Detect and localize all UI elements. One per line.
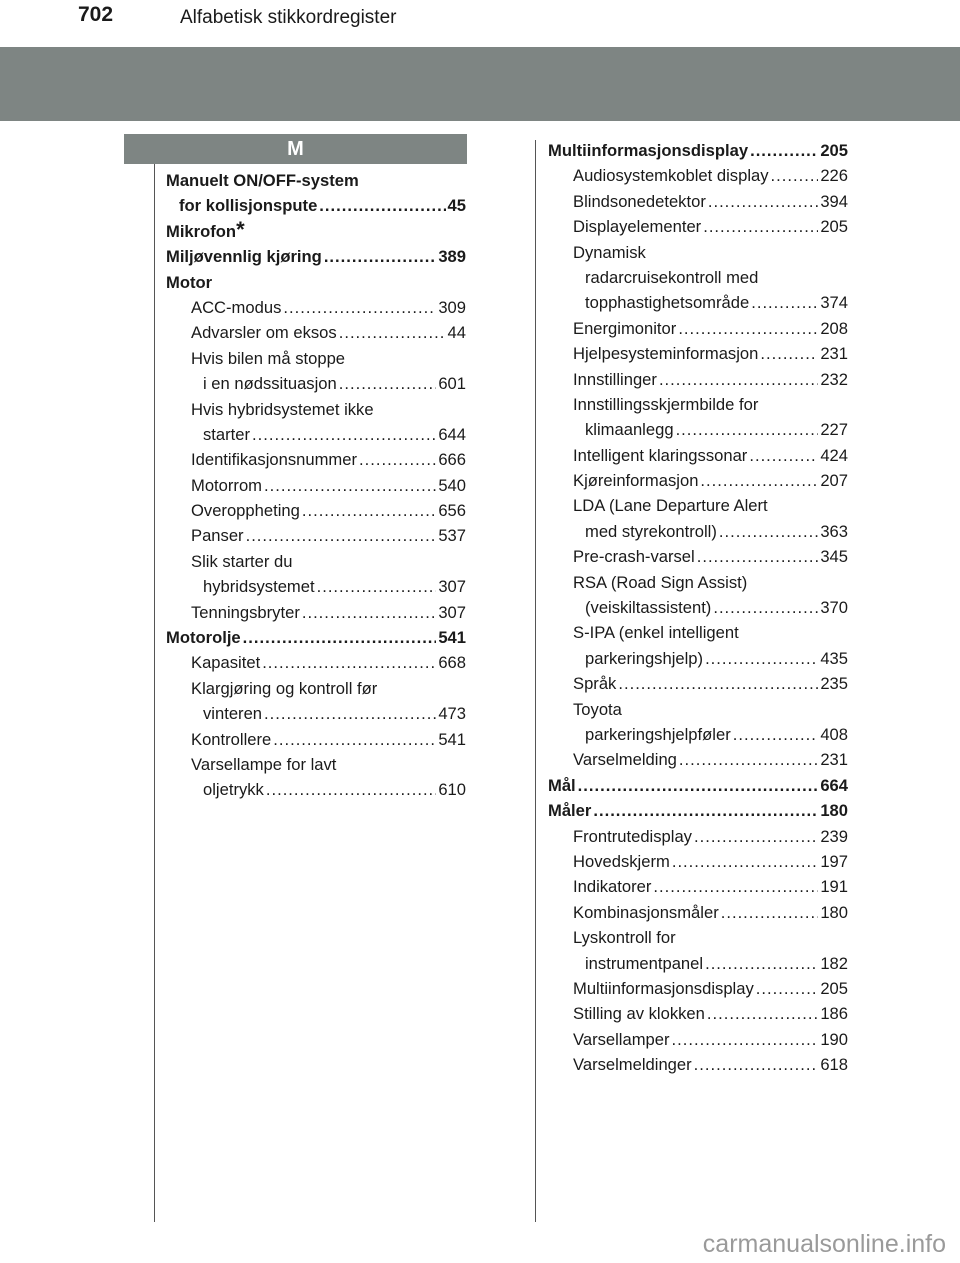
index-term: Språk (573, 674, 617, 694)
index-entry (166, 244, 466, 269)
page-reference[interactable]: 435 (820, 648, 848, 668)
page-reference[interactable]: 235 (820, 674, 848, 694)
dot-leader (708, 189, 818, 214)
page-reference[interactable]: 190 (820, 1029, 848, 1049)
index-term: Kapasitet (191, 653, 261, 673)
left-column-rule (154, 164, 155, 1222)
page-reference[interactable]: 180 (820, 801, 848, 821)
index-term: Frontrutedisplay (573, 826, 692, 846)
page-reference[interactable]: 424 (820, 445, 848, 465)
index-term: Blindsonedetektor (573, 191, 706, 211)
dot-leader (676, 417, 819, 442)
page-reference[interactable]: 540 (438, 475, 466, 495)
dot-leader (707, 1001, 818, 1026)
dot-leader (703, 214, 818, 239)
page-number: 702 (78, 3, 114, 26)
index-entry: Mikrofon * (166, 219, 466, 244)
index-column-left (166, 168, 466, 803)
index-entry (548, 798, 848, 823)
index-term: Motor (166, 272, 213, 292)
index-entry (548, 341, 848, 366)
dot-leader (749, 443, 818, 468)
index-entry (548, 747, 848, 772)
index-term: Kombinasjonsmåler (573, 902, 719, 922)
index-entry (166, 168, 466, 193)
dot-leader (705, 951, 818, 976)
index-entry (548, 1001, 848, 1026)
page-reference[interactable]: 197 (820, 851, 848, 871)
page-reference[interactable]: 208 (820, 318, 848, 338)
page-reference[interactable]: 610 (438, 780, 466, 800)
index-entry (548, 951, 848, 976)
index-term: Displayelementer (573, 217, 702, 237)
dot-leader (721, 900, 819, 925)
index-term: Stilling av klokken (573, 1004, 705, 1024)
index-entry (166, 447, 466, 472)
index-entry (166, 777, 466, 802)
dot-leader (653, 874, 818, 899)
index-entry (548, 824, 848, 849)
index-entry (166, 600, 466, 625)
index-entry (548, 468, 848, 493)
page-reference[interactable]: 644 (438, 424, 466, 444)
dot-leader (733, 722, 819, 747)
dot-leader (578, 773, 819, 798)
page-reference[interactable]: 374 (820, 293, 848, 313)
page-reference[interactable]: 231 (820, 344, 848, 364)
dot-leader (339, 320, 446, 345)
dot-leader (700, 468, 818, 493)
page-title: Alfabetisk stikkordregister (180, 7, 397, 28)
page-reference[interactable]: 345 (820, 547, 848, 567)
page-header (0, 0, 960, 38)
index-entry (548, 1052, 848, 1077)
dot-leader (243, 625, 437, 650)
index-term: Hjelpesysteminformasjon (573, 344, 759, 364)
index-term: Overoppheting (191, 501, 300, 521)
index-term: instrumentpanel (585, 953, 704, 973)
index-term: starter (203, 424, 251, 444)
dot-leader (760, 341, 818, 366)
index-entry (548, 773, 848, 798)
index-term: Hovedskjerm (573, 851, 670, 871)
index-term: Lyskontroll for (573, 928, 676, 948)
dot-leader (246, 523, 437, 548)
page-reference[interactable]: 239 (820, 826, 848, 846)
index-term: klimaanlegg (585, 420, 674, 440)
section-letter-tab: M (124, 134, 467, 164)
dot-leader (264, 473, 436, 498)
index-entry (166, 320, 466, 345)
dot-leader (694, 1052, 819, 1077)
page-reference[interactable]: 182 (820, 953, 848, 973)
index-term: (veiskiltassistent) (585, 598, 712, 618)
index-entry (548, 620, 848, 645)
dot-leader (697, 544, 819, 569)
page-reference[interactable]: 186 (820, 1004, 848, 1024)
index-entry (166, 270, 466, 295)
page-reference[interactable]: 205 (820, 978, 848, 998)
index-term: Motorolje (166, 628, 241, 648)
dot-leader (266, 777, 436, 802)
index-entry (166, 397, 466, 422)
index-entry (548, 240, 848, 265)
index-term: Kjøreinformasjon (573, 471, 699, 491)
page-reference[interactable]: 363 (820, 521, 848, 541)
index-entry (548, 925, 848, 950)
header-rule (0, 37, 960, 39)
page-reference[interactable]: 389 (438, 247, 466, 267)
index-term: vinteren (203, 704, 263, 724)
index-entry (548, 722, 848, 747)
index-term: hybridsystemet (203, 577, 315, 597)
index-entry (548, 874, 848, 899)
page-reference[interactable]: 618 (820, 1055, 848, 1075)
center-column-rule (535, 140, 536, 1222)
index-entry (166, 346, 466, 371)
index-entry (548, 163, 848, 188)
index-entry (548, 671, 848, 696)
index-entry (548, 214, 848, 239)
index-term: Varsellampe for lavt (191, 754, 337, 774)
page-reference[interactable]: 205 (820, 217, 848, 237)
index-entry (166, 295, 466, 320)
index-term: Manuelt ON/OFF-system (166, 171, 359, 190)
index-term: Audiosystemkoblet display (573, 166, 769, 186)
page-reference[interactable]: 666 (438, 450, 466, 470)
index-entry (548, 595, 848, 620)
index-entry (166, 650, 466, 675)
dot-leader (618, 671, 818, 696)
dot-leader (252, 422, 436, 447)
index-entry (548, 493, 848, 518)
index-term: Indikatorer (573, 877, 652, 897)
dot-leader (317, 574, 437, 599)
dot-leader (593, 798, 818, 823)
index-term: Intelligent klaringssonar (573, 445, 748, 465)
dot-leader (359, 447, 436, 472)
index-entry (548, 392, 848, 417)
index-term: for kollisjonspute (179, 196, 318, 216)
index-term: radarcruisekontroll med (585, 267, 759, 287)
dot-leader (750, 138, 818, 163)
page-reference[interactable]: 307 (438, 602, 466, 622)
index-term: Energimonitor (573, 318, 677, 338)
page-reference[interactable]: 541 (438, 628, 466, 648)
index-column-right (548, 138, 848, 1077)
dot-leader (678, 316, 818, 341)
dot-leader (324, 244, 437, 269)
dot-leader (283, 295, 436, 320)
page-reference[interactable]: 231 (820, 750, 848, 770)
page-reference[interactable]: 205 (820, 141, 848, 160)
index-term: Hvis bilen må stoppe (191, 348, 346, 368)
page-reference[interactable]: 226 (820, 166, 848, 186)
index-term: Varselmelding (573, 750, 677, 770)
page-reference[interactable]: 668 (438, 653, 466, 673)
index-term: LDA (Lane Departure Alert (573, 496, 768, 516)
index-term: Varsellamper (573, 1029, 670, 1049)
index-entry (548, 1027, 848, 1052)
dot-leader (679, 747, 818, 772)
index-entry (548, 900, 848, 925)
dot-leader (262, 650, 436, 675)
page-reference[interactable]: 394 (820, 191, 848, 211)
dot-leader (264, 701, 436, 726)
dot-leader (713, 595, 818, 620)
page-reference[interactable]: 44 (447, 323, 466, 343)
index-entry (548, 316, 848, 341)
page-reference[interactable]: 541 (438, 729, 466, 749)
index-term: Identifikasjonsnummer (191, 450, 358, 470)
index-entry (548, 367, 848, 392)
index-entry (166, 676, 466, 701)
index-term: oljetrykk (203, 780, 264, 800)
index-entry (166, 574, 466, 599)
index-term: Multiinformasjonsdisplay (548, 141, 749, 160)
index-term: Toyota (573, 699, 622, 719)
dot-leader (694, 824, 818, 849)
page-reference[interactable]: 370 (820, 598, 848, 618)
index-entry (166, 498, 466, 523)
index-entry (166, 727, 466, 752)
page-reference[interactable]: 601 (438, 374, 466, 394)
index-entry (166, 193, 466, 218)
index-entry (548, 290, 848, 315)
page-reference[interactable]: 180 (820, 902, 848, 922)
page-reference[interactable]: 191 (820, 877, 848, 897)
index-entry (166, 549, 466, 574)
index-term: ACC-modus (191, 297, 282, 317)
index-entry (548, 570, 848, 595)
page-reference[interactable]: 473 (438, 704, 466, 724)
index-term: Mål (548, 775, 576, 795)
index-term: Varselmeldinger (573, 1055, 692, 1075)
index-entry (548, 443, 848, 468)
dot-leader (771, 163, 819, 188)
index-term: Kontrollere (191, 729, 272, 749)
index-term: parkeringshjelpføler (585, 724, 731, 744)
index-entry (166, 625, 466, 650)
dot-leader (672, 849, 818, 874)
index-entry (166, 701, 466, 726)
index-term: Måler (548, 801, 592, 821)
index-entry (548, 697, 848, 722)
index-term: S-IPA (enkel intelligent (573, 623, 739, 643)
index-entry (548, 646, 848, 671)
index-term: med styrekontroll) (585, 521, 717, 541)
index-term: Innstillinger (573, 369, 657, 389)
index-term: Pre-crash-varsel (573, 547, 695, 567)
page-reference[interactable]: 664 (820, 775, 848, 795)
page-reference[interactable]: 232 (820, 369, 848, 389)
dot-leader (705, 646, 818, 671)
index-entry (166, 523, 466, 548)
index-term: RSA (Road Sign Assist) (573, 572, 748, 592)
page-reference[interactable]: 656 (438, 501, 466, 521)
index-entry (548, 519, 848, 544)
index-entry (548, 265, 848, 290)
page-reference[interactable]: 45 (447, 196, 466, 216)
dot-leader (302, 498, 436, 523)
dot-leader (339, 371, 437, 396)
index-term: Tenningsbryter (191, 602, 300, 622)
page-reference[interactable]: 307 (438, 577, 466, 597)
index-term: Innstillingsskjermbilde for (573, 394, 759, 414)
index-term: Slik starter du (191, 551, 293, 571)
dot-leader (659, 367, 818, 392)
index-term: parkeringshjelp) (585, 648, 704, 668)
index-term: Panser (191, 526, 244, 546)
dot-leader (756, 976, 819, 1001)
page-reference[interactable]: 537 (438, 526, 466, 546)
index-term: Multiinformasjonsdisplay (573, 978, 754, 998)
page-reference[interactable]: 408 (820, 724, 848, 744)
index-term: i en nødssituasjon (203, 374, 337, 394)
index-entry (548, 849, 848, 874)
dot-leader (751, 290, 818, 315)
index-term: Mikrofon (166, 221, 237, 241)
index-entry (548, 544, 848, 569)
page-reference[interactable]: 309 (438, 297, 466, 317)
dot-leader (672, 1027, 819, 1052)
index-entry (548, 417, 848, 442)
index-entry (166, 422, 466, 447)
index-entry (166, 473, 466, 498)
index-entry (548, 189, 848, 214)
index-entry (166, 371, 466, 396)
index-entry (548, 138, 848, 163)
index-term: Miljøvennlig kjøring (166, 247, 322, 267)
watermark: carmanualsonline.info (702, 1230, 946, 1258)
index-term: Hvis hybridsystemet ikke (191, 399, 374, 419)
index-term: Motorrom (191, 475, 262, 495)
section-banner (0, 47, 960, 121)
index-entry (166, 752, 466, 777)
dot-leader (273, 727, 436, 752)
dot-leader (302, 600, 436, 625)
dot-leader (319, 193, 445, 218)
page-reference[interactable]: 227 (820, 420, 848, 440)
index-term: Dynamisk (573, 242, 646, 262)
index-term: Klargjøring og kontroll før (191, 678, 378, 698)
index-entry (548, 976, 848, 1001)
page-reference[interactable]: 207 (820, 471, 848, 491)
dot-leader (719, 519, 818, 544)
index-term: topphastighetsområde (585, 293, 750, 313)
index-term: Advarsler om eksos (191, 323, 337, 343)
